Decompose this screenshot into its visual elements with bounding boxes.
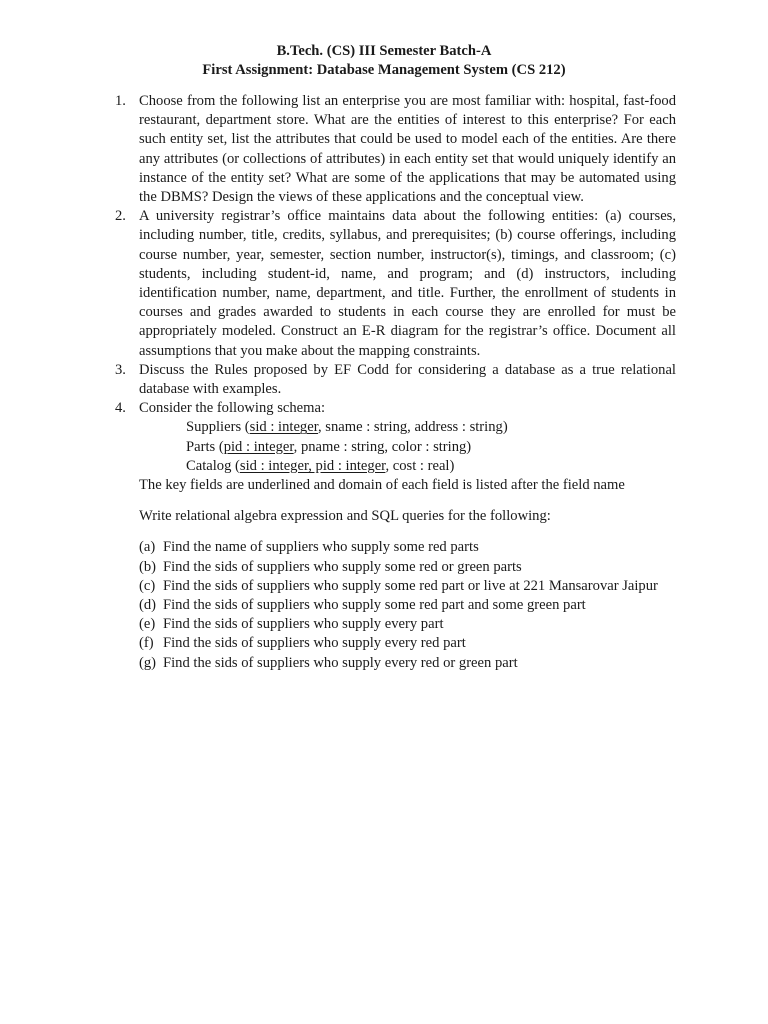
question-text: A university registrar’s office maintains data about the following entities: (a) courses, including number, title, credits, syllabus, and prerequisites; (b) course offerings, including course number, year, semester, section number, instructor(s), timings, and classroom; (c) students, including student-id, name, and program; and (d) instructors, including identification number, name, department, and title. Further, the enrollment of students in courses and grades awarded to students in each course they are enrolled for must be appropriately modeled. Construct an E-R diagram for the registrar’s office. Document all assumptions that you make about the mapping constraints. — [139, 208, 676, 359]
subpart-label: (g) — [139, 654, 157, 671]
question-text: Discuss the Rules proposed by EF Codd for considering a database as a true relational database with examples. — [139, 361, 676, 398]
question-text: Consider the following schema: — [139, 400, 326, 417]
document-header — [0, 42, 768, 79]
relational-schema — [139, 418, 676, 476]
schema-suppliers — [186, 418, 676, 437]
schema-note: The key fields are underlined and domain of each field is listed after the field name — [139, 477, 625, 494]
question-2 — [110, 207, 676, 361]
subpart-label: (d) — [139, 597, 157, 614]
subpart-a — [139, 538, 676, 557]
subpart-text: Find the sids of suppliers who supply every red part — [163, 635, 466, 652]
subpart-label: (b) — [139, 558, 157, 575]
subpart-text: Find the sids of suppliers who supply some red or green parts — [163, 558, 522, 575]
question-3 — [110, 361, 676, 399]
question-number: 3. — [115, 361, 126, 378]
subpart-f — [139, 634, 676, 653]
course-batch-title: B.Tech. (CS) III Semester Batch-A — [276, 43, 492, 59]
subpart-g — [139, 654, 676, 673]
question-4 — [110, 399, 676, 673]
subpart-list — [139, 538, 676, 672]
other-fields: , pname : string, color : string) — [293, 438, 472, 455]
subpart-label: (f) — [139, 635, 154, 652]
key-fields: sid : integer, pid : integer — [239, 457, 386, 474]
question-text: Choose from the following list an enterprise you are most familiar with: hospital, fast-food restaurant, department store. What are the entities of interest to this enterprise? For each such entity set, list the attributes that could be used to model each of the entities. Are there any attributes (or collections of attributes) in each entity set that would uniquely identify an instance of the entity set? What are some of the applications that may be automated using the DBMS? Design the views of these applications and the conceptual view. — [139, 93, 676, 206]
other-fields: , cost : real) — [385, 457, 455, 474]
subpart-text: Find the sids of suppliers who supply every red or green part — [163, 654, 518, 671]
question-number: 2. — [115, 208, 126, 225]
schema-catalog — [186, 457, 676, 476]
question-1 — [110, 92, 676, 207]
subpart-b — [139, 558, 676, 577]
subpart-e — [139, 615, 676, 634]
subpart-label: (c) — [139, 577, 156, 594]
subpart-label: (a) — [139, 539, 156, 556]
question-number: 1. — [115, 93, 126, 109]
subpart-c — [139, 577, 676, 596]
question-list — [110, 92, 676, 673]
question-number: 4. — [115, 400, 126, 417]
subpart-text: Find the sids of suppliers who supply some red part and some green part — [163, 597, 586, 614]
key-fields: sid : integer — [249, 419, 318, 436]
other-fields: , sname : string, address : string) — [317, 419, 508, 436]
schema-parts — [186, 438, 676, 457]
query-instruction: Write relational algebra expression and SQL queries for the following: — [139, 508, 551, 525]
subpart-label: (e) — [139, 616, 156, 633]
assignment-title: First Assignment: Database Management System (CS 212) — [202, 61, 566, 78]
subpart-text: Find the sids of suppliers who supply every part — [163, 616, 444, 633]
relation-name: Catalog ( — [186, 457, 240, 474]
subpart-text: Find the name of suppliers who supply some red parts — [163, 539, 479, 556]
key-fields: pid : integer — [223, 438, 294, 455]
relation-name: Suppliers ( — [186, 419, 250, 436]
subpart-text: Find the sids of suppliers who supply some red part or live at 221 Mansarovar Jaipur — [163, 577, 658, 594]
relation-name: Parts ( — [186, 438, 224, 455]
subpart-d — [139, 596, 676, 615]
